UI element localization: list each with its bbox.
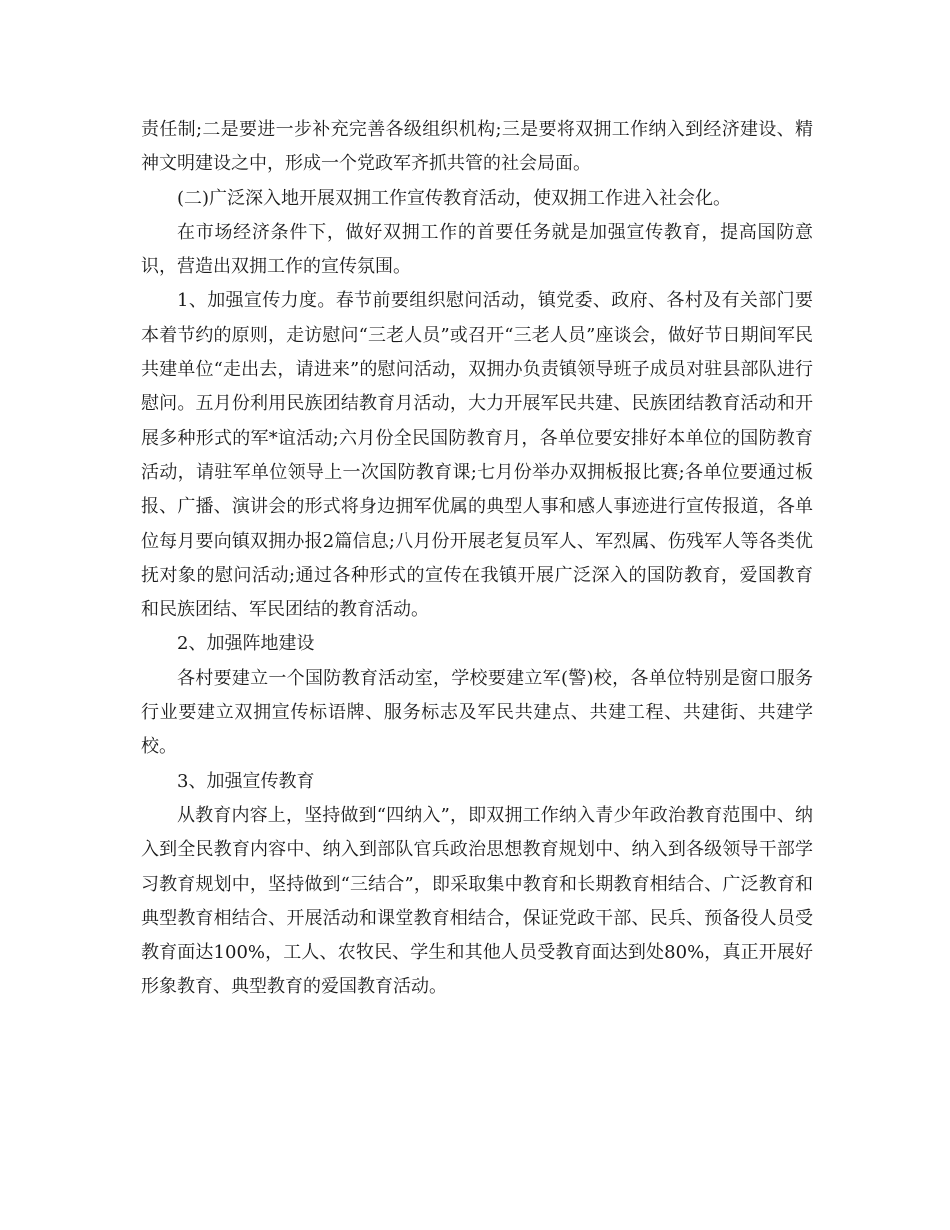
paragraph-3: 在市场经济条件下，做好双拥工作的首要任务就是加强宣传教育，提高国防意识，营造出双拥工作的宣传氛围。 (141, 221, 813, 278)
document-page (141, 113, 813, 1005)
paragraph-6: 各村要建立一个国防教育活动室，学校要建立军(警)校，各单位特别是窗口服务行业要建立双拥宣传标语牌、服务标志及军民共建点、共建工程、共建街、共建学校。 (141, 667, 813, 758)
paragraph-1: 责任制;二是要进一步补充完善各级组织机构;三是要将双拥工作纳入到经济建设、精神文明建设之中，形成一个党政军齐抓共管的社会局面。 (141, 119, 813, 175)
paragraph-5: 2、加强阵地建设 (177, 633, 315, 655)
paragraph-4: 1、加强宣传力度。春节前要组织慰问活动，镇党委、政府、各村及有关部门要本着节约的原则，走访慰问“三老人员”或召开“三老人员”座谈会，做好节日期间军民共建单位“走出去，请进来”的慰问活动，双拥办负责镇领导班子成员对驻县部队进行慰问。五月份利用民族团结教育月活动，大力开展军民共建、民族团结教育活动和开展多种形式的军*谊活动;六月份全民国防教育月，各单位要安排好本单位的国防教育活动，请驻军单位领导上一次国防教育课;七月份举办双拥板报比赛;各单位要通过板报、广播、演讲会的形式将身边拥军优属的典型人事和感人事迹进行宣传报道，各单位每月要向镇双拥办报2篇信息;八月份开展老复员军人、军烈属、伤残军人等各类优抚对象的慰问活动;通过各种形式的宣传在我镇开展广泛深入的国防教育，爱国教育和民族团结、军民团结的教育活动。 (141, 290, 813, 621)
paragraph-7: 3、加强宣传教育 (177, 770, 315, 792)
paragraph-8: 从教育内容上，坚持做到“四纳入”，即双拥工作纳入青少年政治教育范围中、纳入到全民教育内容中、纳入到部队官兵政治思想教育规划中、纳入到各级领导干部学习教育规划中，坚持做到“三结合”，即采取集中教育和长期教育相结合、广泛教育和典型教育相结合、开展活动和课堂教育相结合，保证党政干部、民兵、预备役人员受教育面达100%，工人、农牧民、学生和其他人员受教育面达到处80%，真正开展好形象教育、典型教育的爱国教育活动。 (141, 804, 813, 998)
paragraph-2: (二)广泛深入地开展双拥工作宣传教育活动，使双拥工作进入社会化。 (177, 187, 732, 209)
